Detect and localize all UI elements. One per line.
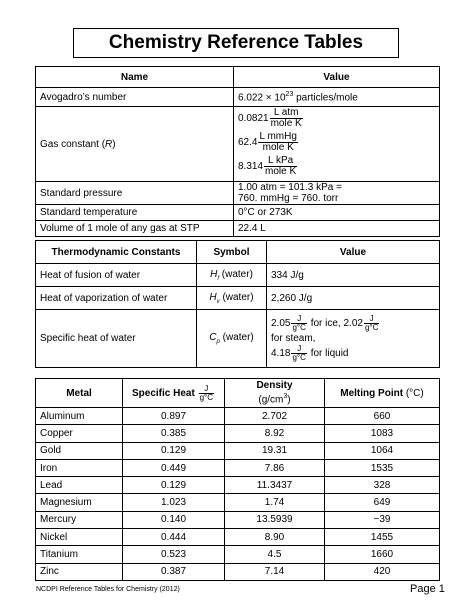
metal-specific-heat: 0.129	[123, 442, 225, 459]
pressure-value: 1.00 atm = 101.3 kPa = 760. mmHg = 760. torr	[234, 182, 440, 205]
avogadro-name: Avogadro’s number	[36, 88, 234, 107]
metal-name: Lead	[36, 477, 123, 494]
metal-specific-heat: 1.023	[123, 494, 225, 511]
metal-row	[36, 563, 440, 580]
metal-melting-point: 1660	[325, 546, 440, 563]
melting-header: Melting Point (°C)	[325, 379, 440, 408]
footer-source: NCDPI Reference Tables for Chemistry (2012)	[36, 586, 180, 593]
metal-name: Titanium	[36, 546, 123, 563]
metal-melting-point: 420	[325, 563, 440, 580]
avogadro-value: $6.022 \times 10^{23}$ particles/mole	[234, 88, 440, 107]
metal-row	[36, 511, 440, 528]
metal-melting-point: 1535	[325, 459, 440, 476]
metal-specific-heat: 0.385	[123, 425, 225, 442]
temperature-value: 0°C or 273K	[234, 205, 440, 221]
metal-melting-point: 649	[325, 494, 440, 511]
temperature-name: Standard temperature	[36, 205, 234, 221]
pressure-row	[36, 182, 440, 205]
name-header: Name	[36, 67, 234, 88]
footer-divider	[35, 580, 439, 581]
metal-name: Mercury	[36, 511, 123, 528]
thermo-constants-header: Thermodynamic Constants	[36, 241, 197, 264]
metal-density: 13.5939	[225, 511, 325, 528]
volume-row	[36, 221, 440, 237]
specific-heat-header: Specific Heat $\frac{J}{g^\circ C}$	[123, 379, 225, 408]
gas-constant-values	[234, 107, 440, 182]
metal-row	[36, 408, 440, 425]
thermo-header-row	[36, 241, 440, 264]
metal-melting-point: −39	[325, 511, 440, 528]
metal-row	[36, 546, 440, 563]
volume-value: 22.4 L	[234, 221, 440, 237]
fusion-name: Heat of fusion of water	[36, 264, 197, 287]
vaporization-value: 2,260 J/g	[267, 287, 440, 310]
pressure-name: Standard pressure	[36, 182, 234, 205]
thermo-table	[35, 240, 440, 368]
metal-melting-point: 1064	[325, 442, 440, 459]
metal-specific-heat: 0.129	[123, 477, 225, 494]
vaporization-symbol: $H_v$ (water)	[197, 287, 267, 310]
value-header: Value	[234, 67, 440, 88]
metal-row	[36, 425, 440, 442]
fusion-symbol: $H_f$ (water)	[197, 264, 267, 287]
metal-density: 19.31	[225, 442, 325, 459]
specific-heat-row	[36, 310, 440, 368]
metal-row	[36, 442, 440, 459]
metal-density: 11.3437	[225, 477, 325, 494]
metals-table	[35, 378, 440, 581]
gas-constant-row	[36, 107, 440, 182]
gas-constant-value-3: 8.314 $\frac{\text{L kPa}}{\text{mole K}}$	[238, 155, 297, 177]
density-header: Density $(g/cm^3)$	[225, 379, 325, 408]
specific-heat-name: Specific heat of water	[36, 310, 197, 368]
metal-specific-heat: 0.140	[123, 511, 225, 528]
constants-table	[35, 66, 440, 237]
liquid-line: 4.18 $\frac{J}{g^\circ C}$ for liquid	[271, 344, 349, 362]
temperature-row	[36, 205, 440, 221]
avogadro-row	[36, 88, 440, 107]
metal-name: Nickel	[36, 529, 123, 546]
metal-row	[36, 477, 440, 494]
metal-melting-point: 328	[325, 477, 440, 494]
ice-steam-line: 2.05 $\frac{J}{g^\circ C}$ for ice, 2.02 $\frac{J}{g^\circ C}$	[271, 314, 379, 332]
specific-heat-value	[267, 310, 440, 368]
metal-name: Iron	[36, 459, 123, 476]
gas-constant-value-2: 62.4 $\frac{\text{L mmHg}}{\text{mole K}}$	[238, 131, 297, 153]
vaporization-name: Heat of vaporization of water	[36, 287, 197, 310]
metal-specific-heat: 0.897	[123, 408, 225, 425]
steam-label: for steam,	[271, 333, 316, 344]
metal-row	[36, 459, 440, 476]
metal-melting-point: 1455	[325, 529, 440, 546]
metal-name: Magnesium	[36, 494, 123, 511]
metal-density: 8.92	[225, 425, 325, 442]
thermo-value-header: Value	[267, 241, 440, 264]
metal-density: 8.90	[225, 529, 325, 546]
constants-header-row	[36, 67, 440, 88]
specific-heat-symbol: $C_p$ (water)	[197, 310, 267, 368]
metal-specific-heat: 0.449	[123, 459, 225, 476]
gas-constant-name: Gas constant (R)	[36, 107, 234, 182]
volume-name: Volume of 1 mole of any gas at STP	[36, 221, 234, 237]
metal-density: 4.5	[225, 546, 325, 563]
metal-name: Gold	[36, 442, 123, 459]
metal-name: Zinc	[36, 563, 123, 580]
page-title: Chemistry Reference Tables	[73, 28, 399, 58]
metal-melting-point: 660	[325, 408, 440, 425]
metal-density: 7.14	[225, 563, 325, 580]
metal-density: 2.702	[225, 408, 325, 425]
metal-row	[36, 494, 440, 511]
metal-header: Metal	[36, 379, 123, 408]
thermo-symbol-header: Symbol	[197, 241, 267, 264]
fusion-row	[36, 264, 440, 287]
page-number: Page 1	[410, 583, 445, 595]
metal-melting-point: 1083	[325, 425, 440, 442]
metal-name: Copper	[36, 425, 123, 442]
fusion-value: 334 J/g	[267, 264, 440, 287]
metal-density: 1.74	[225, 494, 325, 511]
metal-specific-heat: 0.444	[123, 529, 225, 546]
vaporization-row	[36, 287, 440, 310]
metal-density: 7.86	[225, 459, 325, 476]
gas-constant-value-1: 0.0821 $\frac{\text{L atm}}{\text{mole K}}$	[238, 107, 302, 129]
metal-name: Aluminum	[36, 408, 123, 425]
metal-row	[36, 529, 440, 546]
metal-specific-heat: 0.387	[123, 563, 225, 580]
metal-specific-heat: 0.523	[123, 546, 225, 563]
metals-header-row	[36, 379, 440, 408]
